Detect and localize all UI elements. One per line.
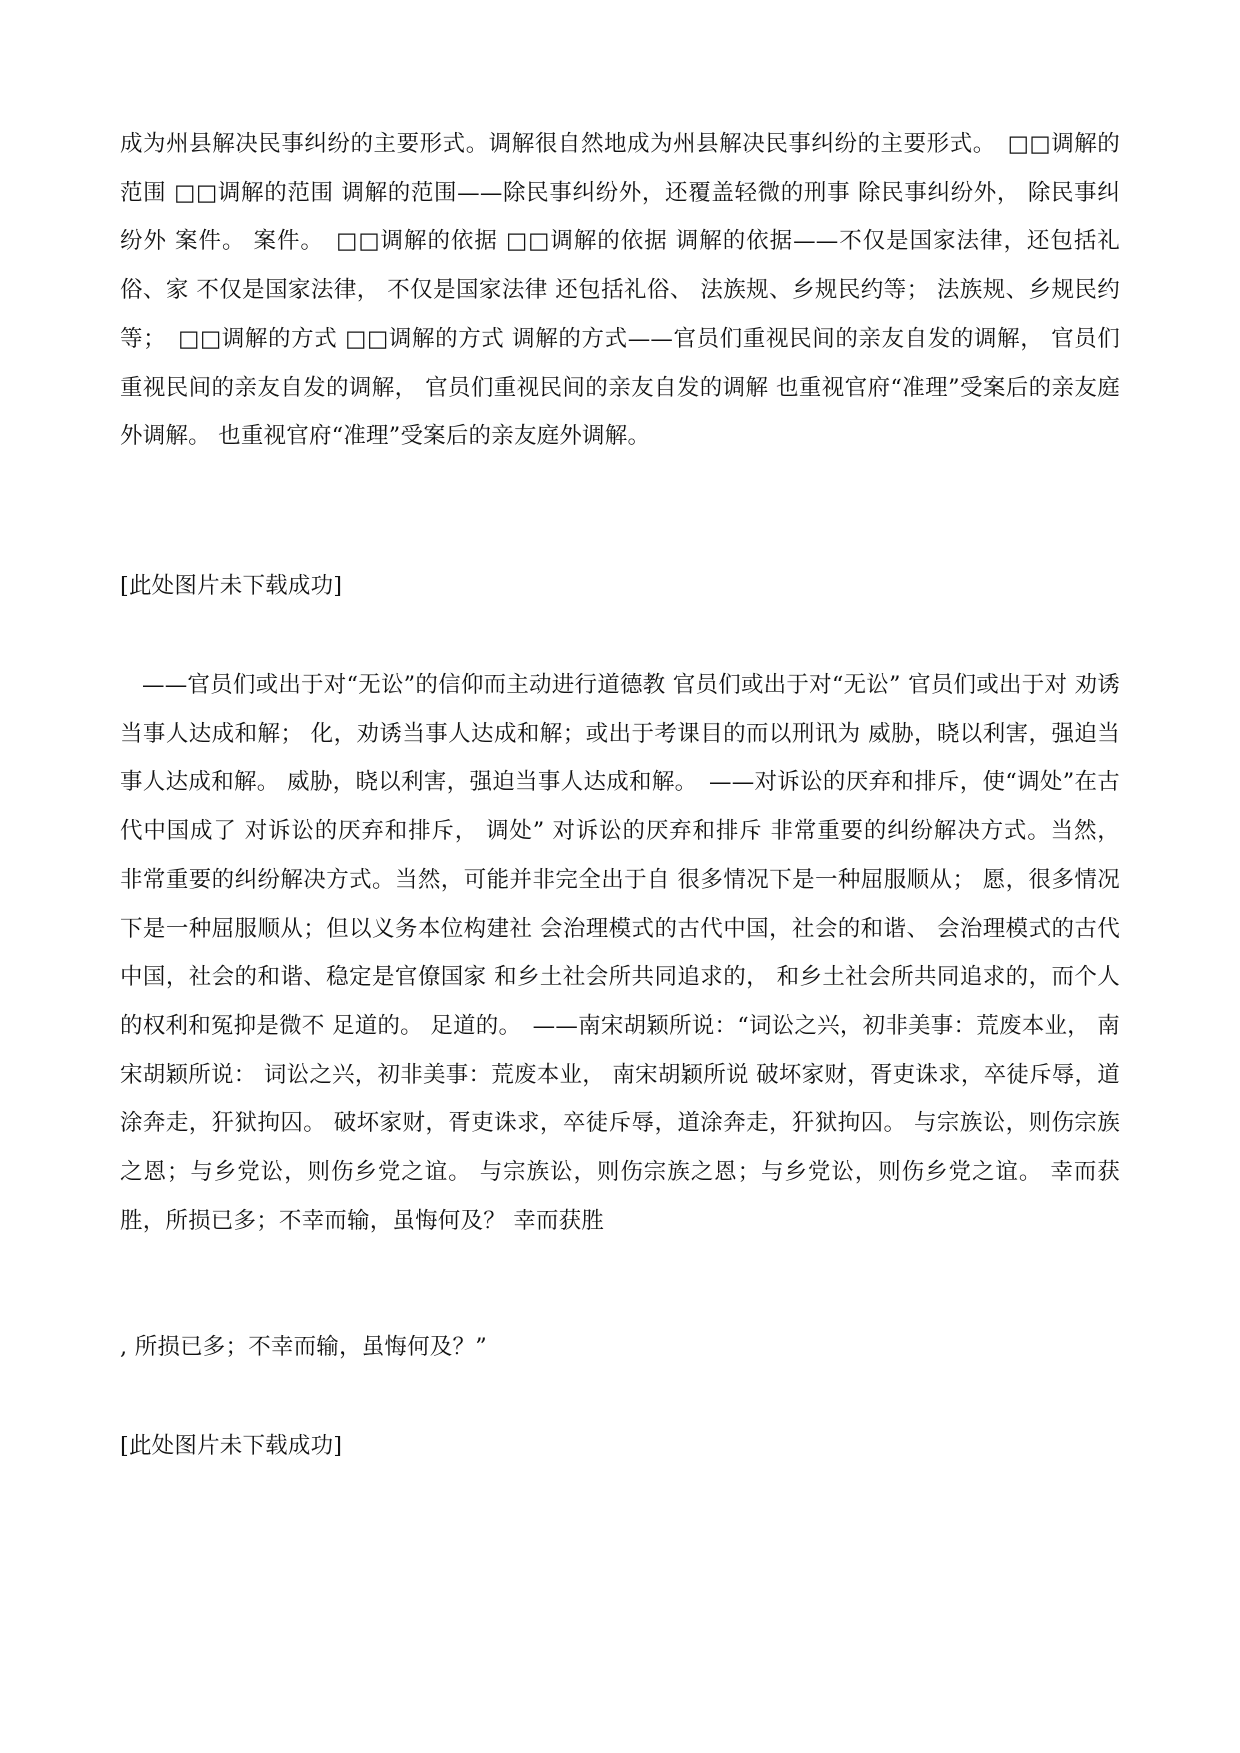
image-placeholder-2: [此处图片未下载成功]: [120, 1433, 343, 1459]
paragraph-mediation: 成为州县解决民事纠纷的主要形式。调解很自然地成为州县解决民事纠纷的主要形式。 □□调解的范围 □□调解的范围 调解的范围——除民事纠纷外，还覆盖轻微的刑事 除民事纠纷外， 除民事纠纷外 案件。 案件。 □□调解的依据 □□调解的依据 调解的依据——不仅是国家法律，还包括礼俗、家 不仅是国家法律， 不仅是国家法律 还包括礼俗、 法族规、乡规民约等； 法族规、乡规民约等； □□调解的方式 □□调解的方式 调解的方式——官员们重视民间的亲友自发的调解， 官员们重视民间的亲友自发的调解， 官员们重视民间的亲友自发的调解 也重视官府“准理”受案后的亲友庭外调解。 也重视官府“准理”受案后的亲友庭外调解。: [120, 131, 1120, 450]
paragraph-quote-end: , 所损已多；不幸而输，虽悔何及？”: [120, 1334, 487, 1360]
image-placeholder-1: [此处图片未下载成功]: [120, 573, 343, 599]
paragraph-no-litigation: ——官员们或出于对“无讼”的信仰而主动进行道德教 官员们或出于对“无讼” 官员们或出于对 劝诱当事人达成和解； 化，劝诱当事人达成和解；或出于考课目的而以刑讯为 威胁，晓以利害，强迫当事人达成和解。 威胁，晓以利害，强迫当事人达成和解。 ——对诉讼的厌弃和排斥，使“调处”在古代中国成了 对诉讼的厌弃和排斥， 调处” 对诉讼的厌弃和排斥 非常重要的纠纷解决方式。当然， 非常重要的纠纷解决方式。当然，可能并非完全出于自 很多情况下是一种屈服顺从； 愿，很多情况下是一种屈服顺从；但以义务本位构建社 会治理模式的古代中国，社会的和谐、 会治理模式的古代中国，社会的和谐、稳定是官僚国家 和乡土社会所共同追求的， 和乡土社会所共同追求的，而个人的权利和冤抑是微不 足道的。 足道的。 ——南宋胡颖所说：“词讼之兴，初非美事：荒废本业， 南宋胡颖所说： 词讼之兴，初非美事：荒废本业， 南宋胡颖所说 破坏家财，胥吏诛求，卒徒斥辱，道涂奔走，犴狱拘囚。 破坏家财，胥吏诛求，卒徒斥辱，道涂奔走，犴狱拘囚。 与宗族讼，则伤宗族之恩；与乡党讼，则伤乡党之谊。 与宗族讼，则伤宗族之恩；与乡党讼，则伤乡党之谊。 幸而获胜，所损已多；不幸而输，虽悔何及？ 幸而获胜: [120, 672, 1120, 1234]
